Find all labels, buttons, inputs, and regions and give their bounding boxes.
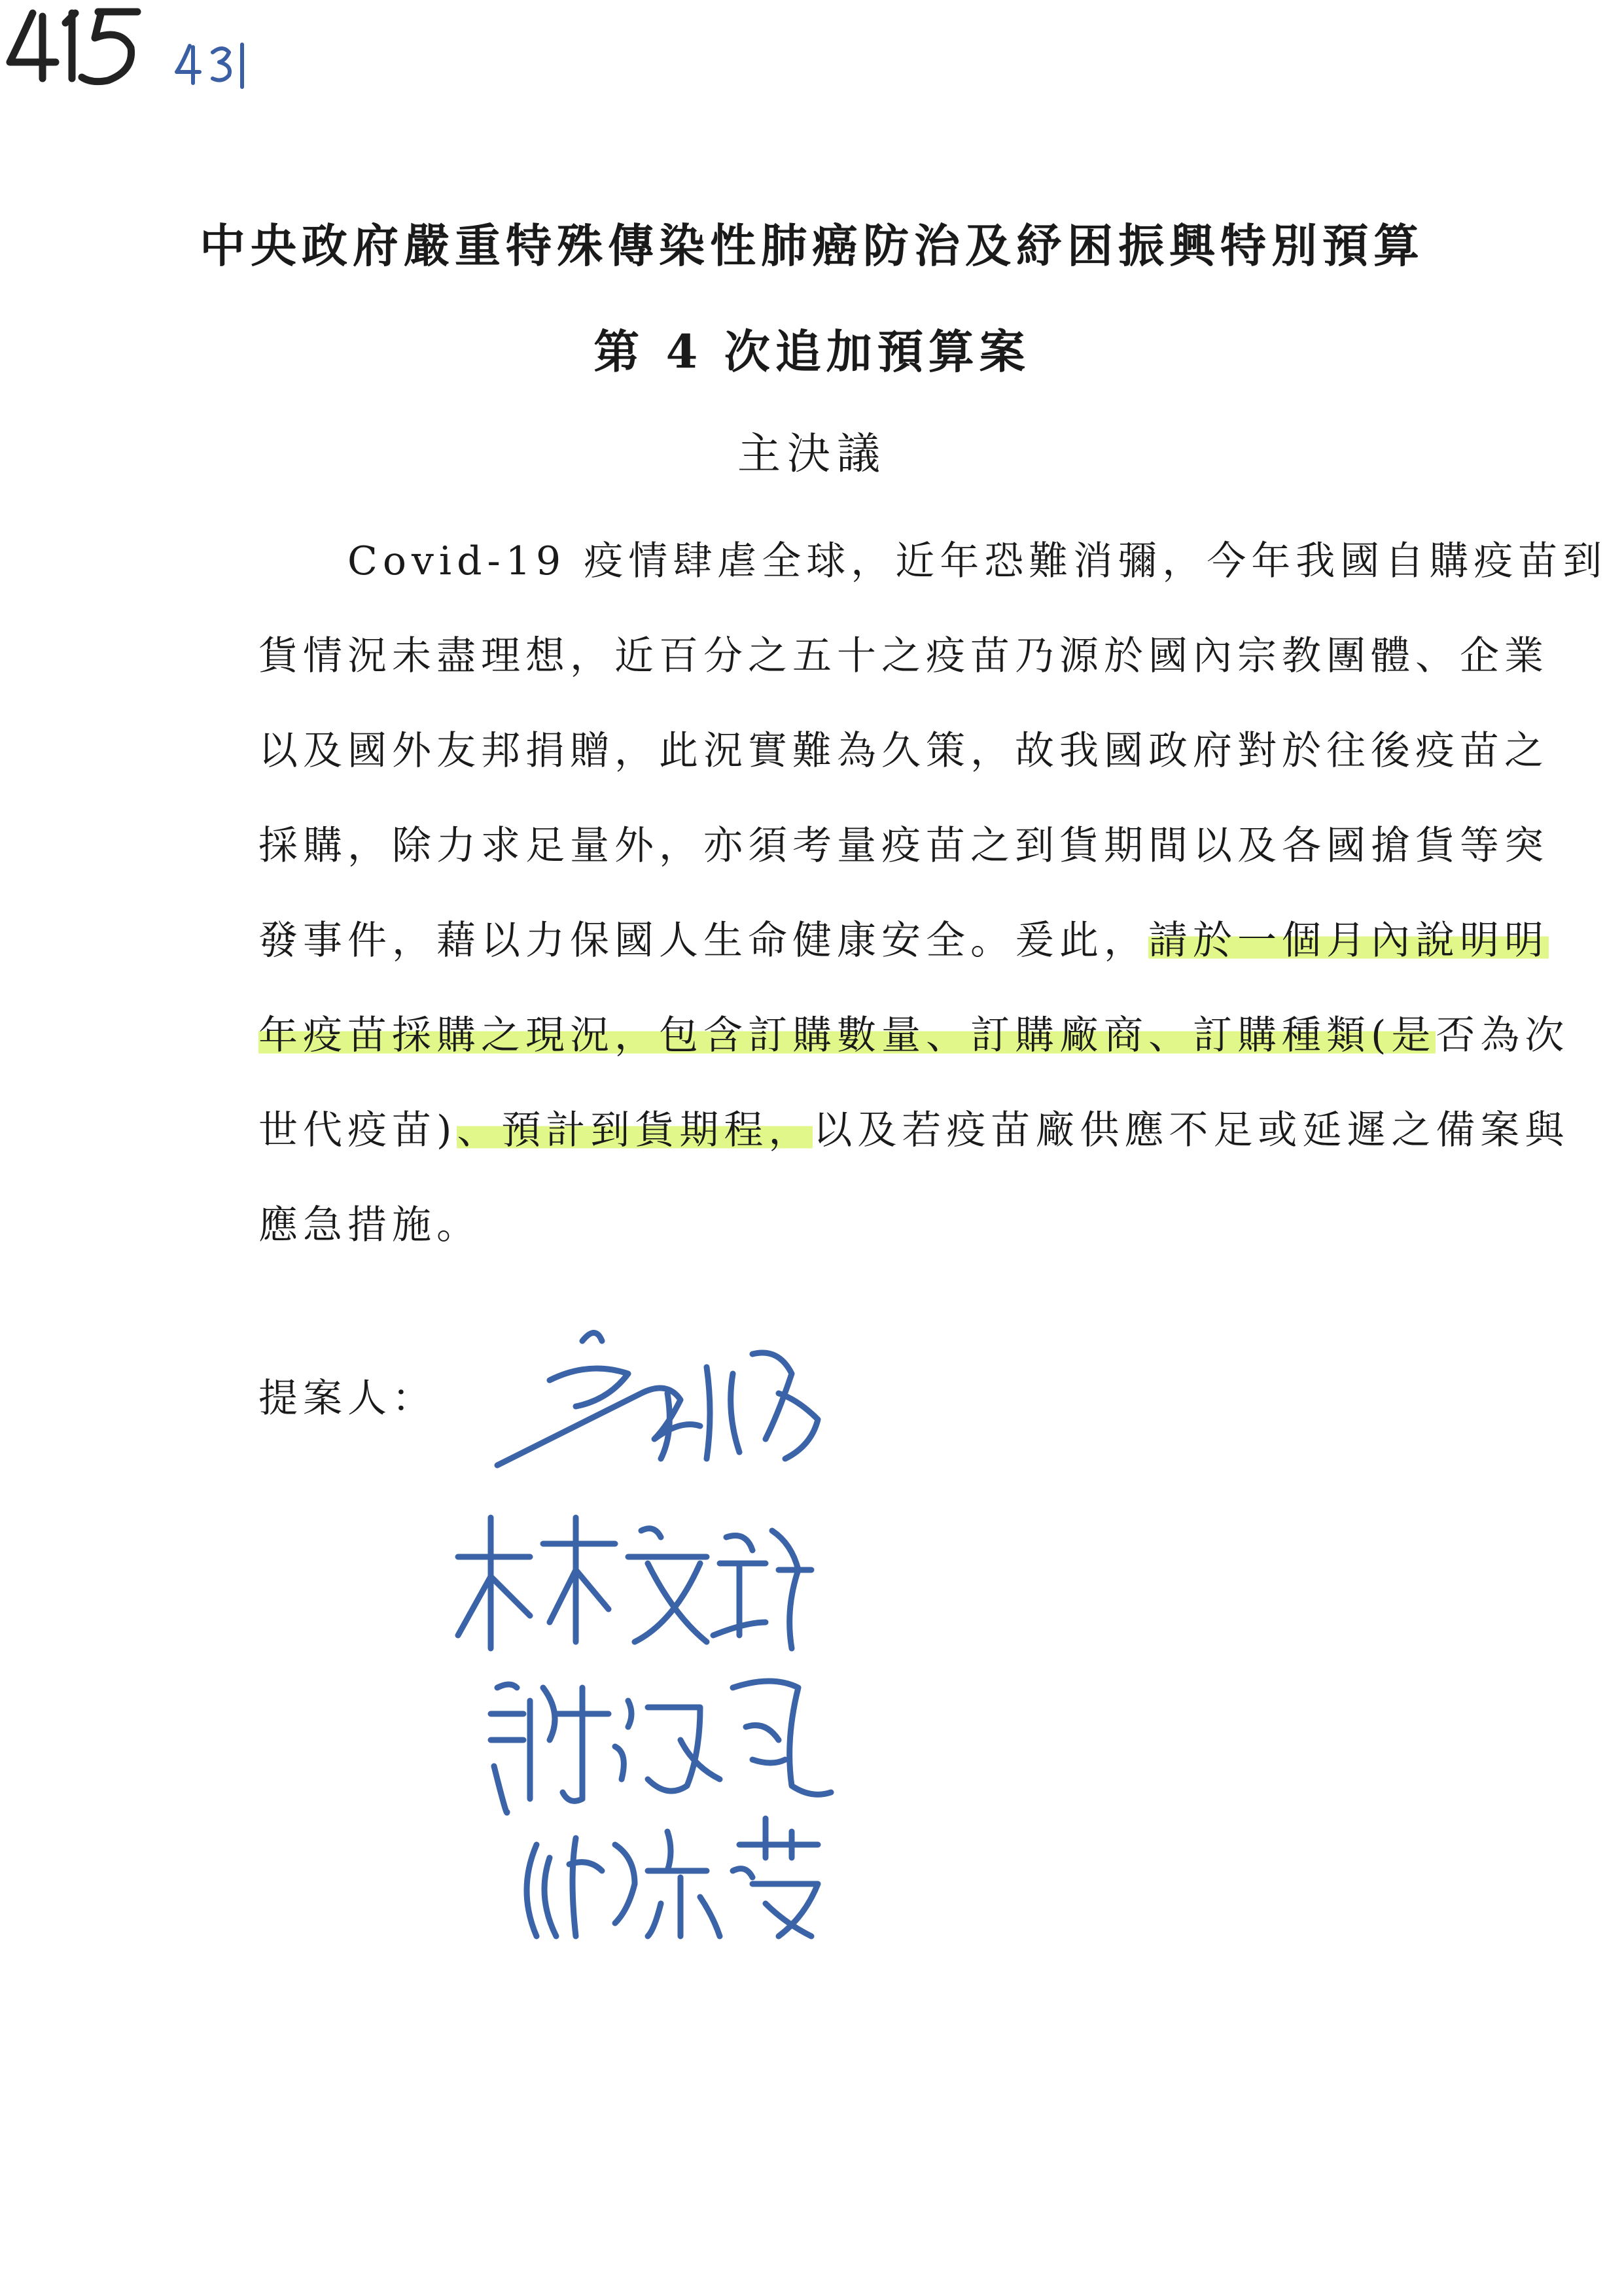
body-line-5: [258, 909, 1549, 965]
document-title-line2: 第 4 次追加預算案: [593, 324, 1031, 379]
body-text-segment: 採購，除力求足量外，亦須考量疫苗之到貨期間以及各國搶貨等突: [258, 823, 1549, 869]
signature-3: [484, 1661, 851, 1818]
highlighted-text: 請於一個月內說明明: [1148, 909, 1549, 965]
body-text-segment: 貨情況未盡理想，近百分之五十之疫苗乃源於國內宗教團體、企業: [258, 633, 1549, 679]
body-line-7: [258, 1099, 1570, 1155]
handwritten-corner-number: [173, 39, 258, 92]
signature-4: [517, 1805, 883, 1949]
body-text-segment: 應急措施。: [258, 1202, 481, 1248]
body-line-1: [258, 530, 1608, 586]
handwritten-page-number: [0, 0, 170, 92]
highlighted-text: 年疫苗採購之現況，包含訂購數量、訂購廠商、訂購種類(是: [258, 1004, 1436, 1060]
body-line-6: [258, 1004, 1570, 1060]
body-line-3: [258, 720, 1549, 776]
body-line-2: [258, 625, 1549, 681]
body-text-segment: 世代疫苗): [258, 1107, 457, 1153]
signature-2: [451, 1505, 818, 1655]
proposer-label: 提案人：: [258, 1376, 436, 1421]
highlighted-text: 、預計到貨期程，: [457, 1099, 813, 1155]
body-line-8: [258, 1194, 1403, 1250]
document-subtitle: 主決議: [737, 428, 887, 479]
body-text-segment: 以及若疫苗廠供應不足或延遲之備案與: [813, 1107, 1570, 1153]
body-text-segment: 以及國外友邦捐贈，此況實難為久策，故我國政府對於往後疫苗之: [258, 728, 1549, 774]
body-text-segment: Covid-19 疫情肆虐全球，近年恐難消彌，今年我國自購疫苗到: [258, 538, 1608, 584]
document-title-line1: 中央政府嚴重特殊傳染性肺癌防治及紓困振興特別預算: [200, 218, 1424, 273]
body-text-segment: 發事件，藉以力保國人生命健康安全。爰此，: [258, 918, 1148, 964]
body-text-segment: 否為次: [1436, 1013, 1570, 1058]
body-line-4: [258, 814, 1549, 871]
signature-1: [471, 1315, 864, 1478]
